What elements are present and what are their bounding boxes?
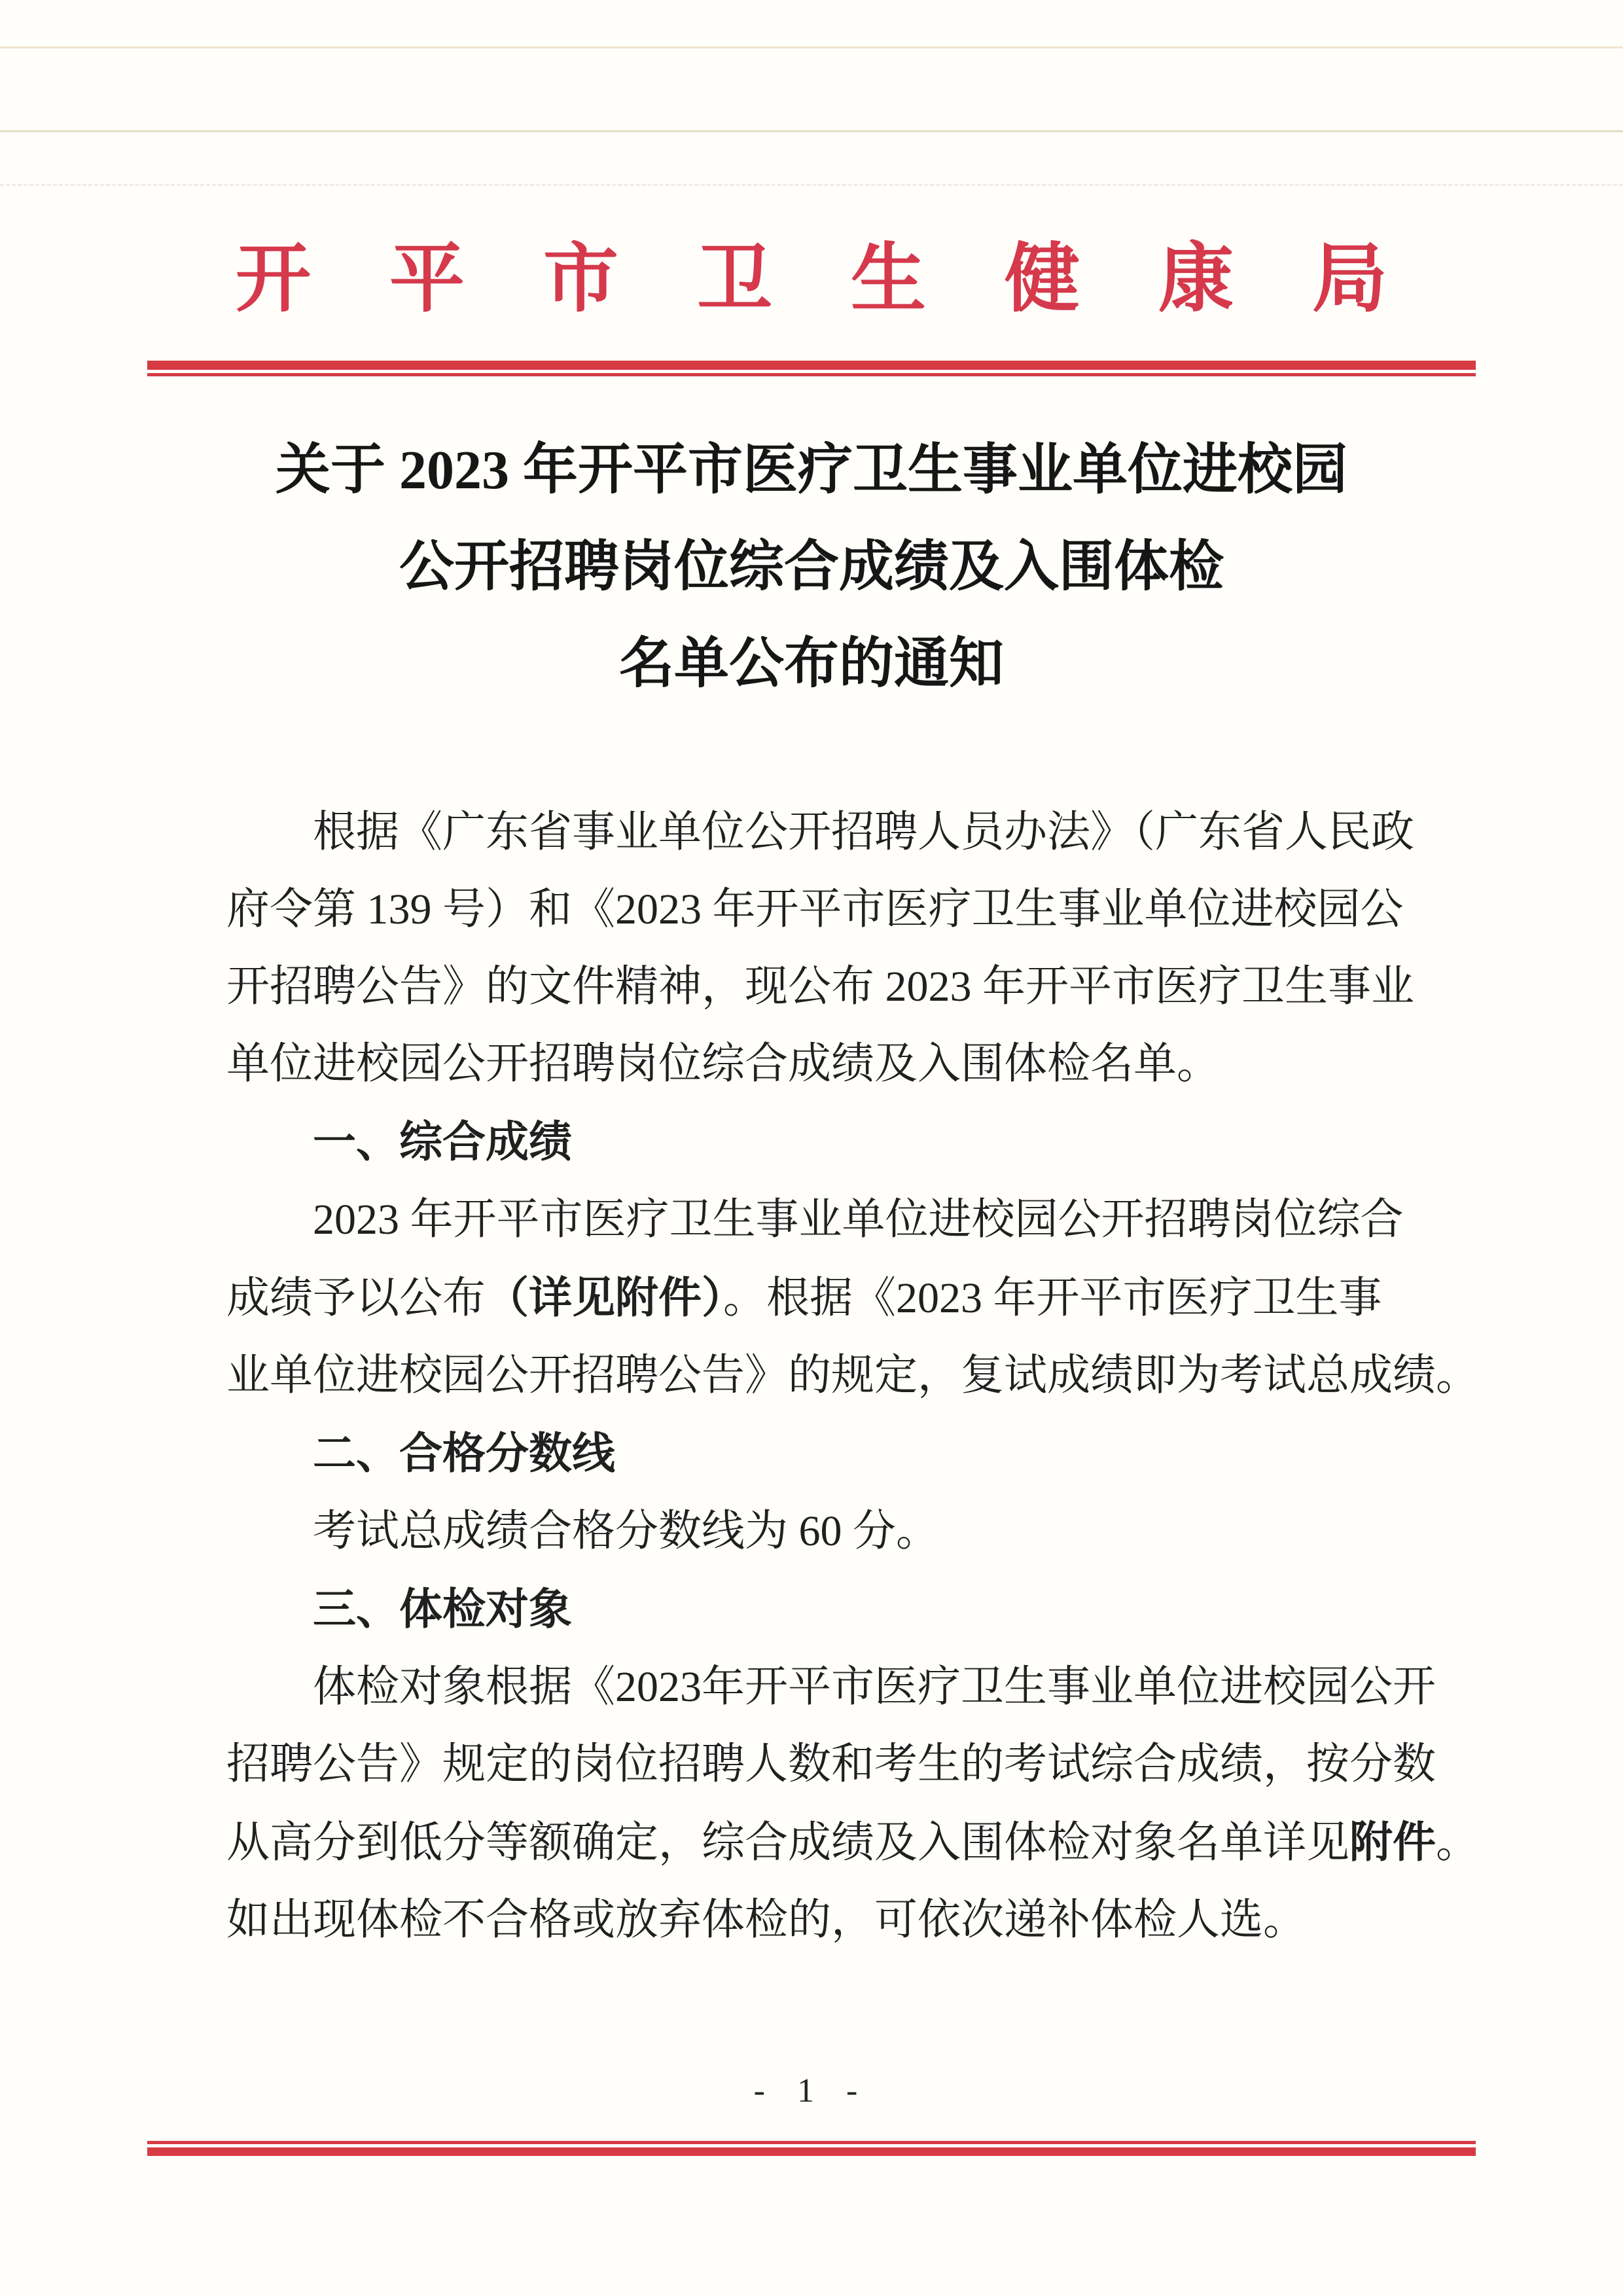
body-line: [226, 1726, 1437, 1803]
footer-rule-thick-line: [147, 2147, 1476, 2156]
section-heading-2: [226, 1414, 1437, 1493]
footer-rule-thin-line: [147, 2141, 1476, 2144]
text-run: 体检对象根据《2023年开平市医疗卫生事业单位进校园公开: [313, 1663, 1436, 1711]
text-run: 招聘公告》规定的岗位招聘人数和考生的考试综合成绩，按分数: [226, 1740, 1436, 1788]
text-run: 从高分到低分等额确定，综合成绩及入围体检对象名单详见: [226, 1819, 1349, 1867]
page-number: - 1 -: [753, 2072, 870, 2109]
text-run: 府令第 139 号）和《2023 年开平市医疗卫生事业单位进校园公: [226, 886, 1404, 933]
section-heading-3: [226, 1570, 1437, 1649]
body-line: [226, 1181, 1437, 1259]
document-body: [226, 794, 1479, 1959]
agency-name: 开平市卫生健康局: [235, 238, 1466, 321]
text-run: 。: [1436, 1819, 1479, 1867]
body-line: [226, 1493, 1437, 1570]
bold-text-run: 二、合格分数线: [313, 1429, 615, 1477]
text-run: 根据《广东省事业单位公开招聘人员办法》（广东省人民政: [313, 808, 1414, 856]
footer-double-rule: [147, 2141, 1476, 2156]
document-title: [0, 376, 1623, 713]
text-run: 2023 年开平市医疗卫生事业单位进校园公开招聘岗位综合: [313, 1196, 1404, 1244]
text-run: 。根据《2023 年开平市医疗卫生事: [723, 1274, 1382, 1322]
title-line-2: 公开招聘岗位综合成绩及入围体检: [399, 537, 1224, 598]
scan-artifact-dashed-line: [0, 184, 1623, 186]
header-rule-thick-line: [147, 361, 1476, 370]
text-run: 开招聘公告》的文件精神，现公布 2023 年开平市医疗卫生事业: [226, 963, 1414, 1011]
scan-artifact-line-second: [0, 130, 1623, 132]
bold-text-run: 一、综合成绩: [313, 1117, 572, 1166]
text-run: 成绩予以公布: [226, 1274, 486, 1322]
text-run: 如出现体检不合格或放弃体检的，可依次递补体检人选。: [226, 1896, 1306, 1944]
bold-text-run: 附件: [1349, 1818, 1436, 1866]
body-line: [226, 948, 1437, 1026]
body-line: [226, 1882, 1437, 1959]
text-run: 单位进校园公开招聘岗位综合成绩及入围体检名单。: [226, 1040, 1220, 1088]
scan-artifact-line-top: [0, 46, 1623, 48]
body-line: [226, 1259, 1437, 1337]
title-line-1: 关于 2023 年开平市医疗卫生事业单位进校园: [275, 440, 1347, 501]
bold-text-run: （详见附件）: [486, 1273, 723, 1321]
body-line: [226, 871, 1437, 948]
body-line: [226, 1803, 1479, 1882]
text-run: 业单位进校园公开招聘公告》的规定，复试成绩即为考试总成绩。: [226, 1352, 1479, 1399]
body-line: [226, 1649, 1437, 1726]
header-double-rule: [147, 361, 1476, 376]
body-line: [226, 794, 1437, 871]
title-line-3: 名单公布的通知: [618, 634, 1004, 694]
section-heading-1: [226, 1103, 1437, 1181]
body-line: [226, 1337, 1479, 1414]
bold-text-run: 三、体检对象: [313, 1585, 572, 1633]
text-run: 考试总成绩合格分数线为 60 分。: [313, 1507, 939, 1555]
body-line: [226, 1026, 1437, 1103]
